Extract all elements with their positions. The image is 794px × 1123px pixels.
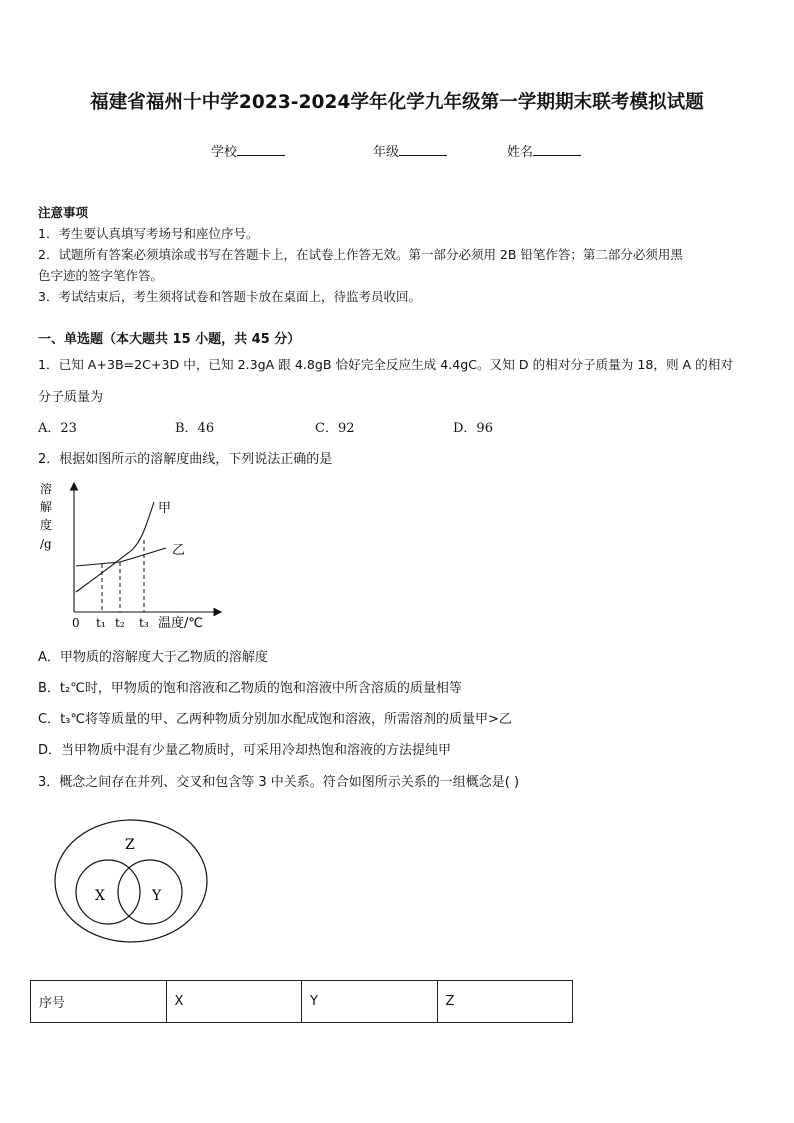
notice-item: 色字迹的签字笔作答。 — [38, 268, 164, 283]
q1-option-d[interactable]: D．96 — [453, 421, 493, 436]
origin-label: 0 — [72, 616, 80, 630]
q1-line2: 分子质量为 — [38, 390, 104, 405]
answer-table — [30, 980, 573, 1023]
venn-label-x: X — [95, 888, 105, 904]
ylabel-char: 解 — [40, 500, 53, 514]
notice-item: 2．试题所有答案必须填涂或书写在答题卡上，在试卷上作答无效。第一部分必须用 2B 铅笔作答；第二部分必须用黑 — [38, 247, 683, 262]
curve-jia-label: 甲 — [158, 501, 172, 516]
q1-option-a[interactable]: A．23 — [38, 421, 77, 436]
q3-stem: 3．概念之间存在并列、交叉和包含等 3 中关系。符合如图所示关系的一组概念是( ) — [38, 775, 520, 790]
q2-option-b[interactable]: B．t₂℃时，甲物质的饱和溶液和乙物质的饱和溶液中所含溶质的质量相等 — [38, 681, 462, 696]
circle-y — [118, 860, 182, 924]
table-row — [31, 981, 573, 1023]
curve-yi-label: 乙 — [172, 543, 186, 558]
name-blank[interactable] — [533, 143, 581, 156]
table-header-cell: Y — [302, 981, 438, 1023]
q1-option-c[interactable]: C．92 — [315, 421, 355, 436]
grade-blank[interactable] — [399, 143, 447, 156]
curve-jia — [76, 502, 154, 592]
q2-option-d[interactable]: D．当甲物质中混有少量乙物质时，可采用冷却热饱和溶液的方法提纯甲 — [38, 743, 452, 758]
ylabel-unit: /g — [40, 537, 52, 551]
solubility-chart — [36, 478, 236, 638]
grade-field — [373, 141, 447, 160]
school-field — [211, 141, 285, 160]
notice-item: 1．考生要认真填写考场号和座位序号。 — [38, 226, 259, 241]
school-label: 学校 — [211, 145, 238, 160]
page-title: 福建省福州十中学2023-2024学年化学九年级第一学期期末联考模拟试题 — [90, 92, 704, 113]
ylabel-char: 度 — [40, 518, 53, 532]
ylabel-char: 溶 — [40, 482, 53, 496]
venn-label-z: Z — [125, 837, 135, 853]
xlabel: 温度/℃ — [158, 616, 203, 631]
table-header-cell: Z — [437, 981, 573, 1023]
curve-yi — [76, 548, 166, 566]
name-label: 姓名 — [507, 145, 534, 160]
q1-option-b[interactable]: B．46 — [175, 421, 215, 436]
table-header-cell: 序号 — [31, 981, 167, 1023]
table-header-cell: X — [166, 981, 302, 1023]
venn-label-y: Y — [152, 888, 162, 904]
tick-label-t2: t₂ — [115, 616, 125, 630]
circle-x — [76, 860, 140, 924]
tick-label-t3: t₃ — [139, 616, 149, 630]
q2-option-c[interactable]: C．t₃℃将等质量的甲、乙两种物质分别加水配成饱和溶液，所需溶剂的质量甲>乙 — [38, 712, 512, 727]
notice-heading: 注意事项 — [38, 205, 89, 220]
tick-label-t1: t₁ — [96, 616, 106, 630]
venn-diagram — [52, 817, 212, 947]
q2-option-a[interactable]: A．甲物质的溶解度大于乙物质的溶解度 — [38, 650, 268, 665]
q1-line1: 1．已知 A+3B=2C+3D 中，已知 2.3gA 跟 4.8gB 恰好完全反应生成 4.4gC。又知 D 的相对分子质量为 18，则 A 的相对 — [38, 357, 733, 372]
name-field — [507, 141, 581, 160]
grade-label: 年级 — [373, 145, 400, 160]
q2-stem: 2．根据如图所示的溶解度曲线，下列说法正确的是 — [38, 452, 333, 467]
school-blank[interactable] — [237, 143, 285, 156]
notice-item: 3．考试结束后，考生须将试卷和答题卡放在桌面上，待监考员收回。 — [38, 289, 421, 304]
section-heading: 一、单选题（本大题共 15 小题，共 45 分） — [38, 332, 301, 347]
